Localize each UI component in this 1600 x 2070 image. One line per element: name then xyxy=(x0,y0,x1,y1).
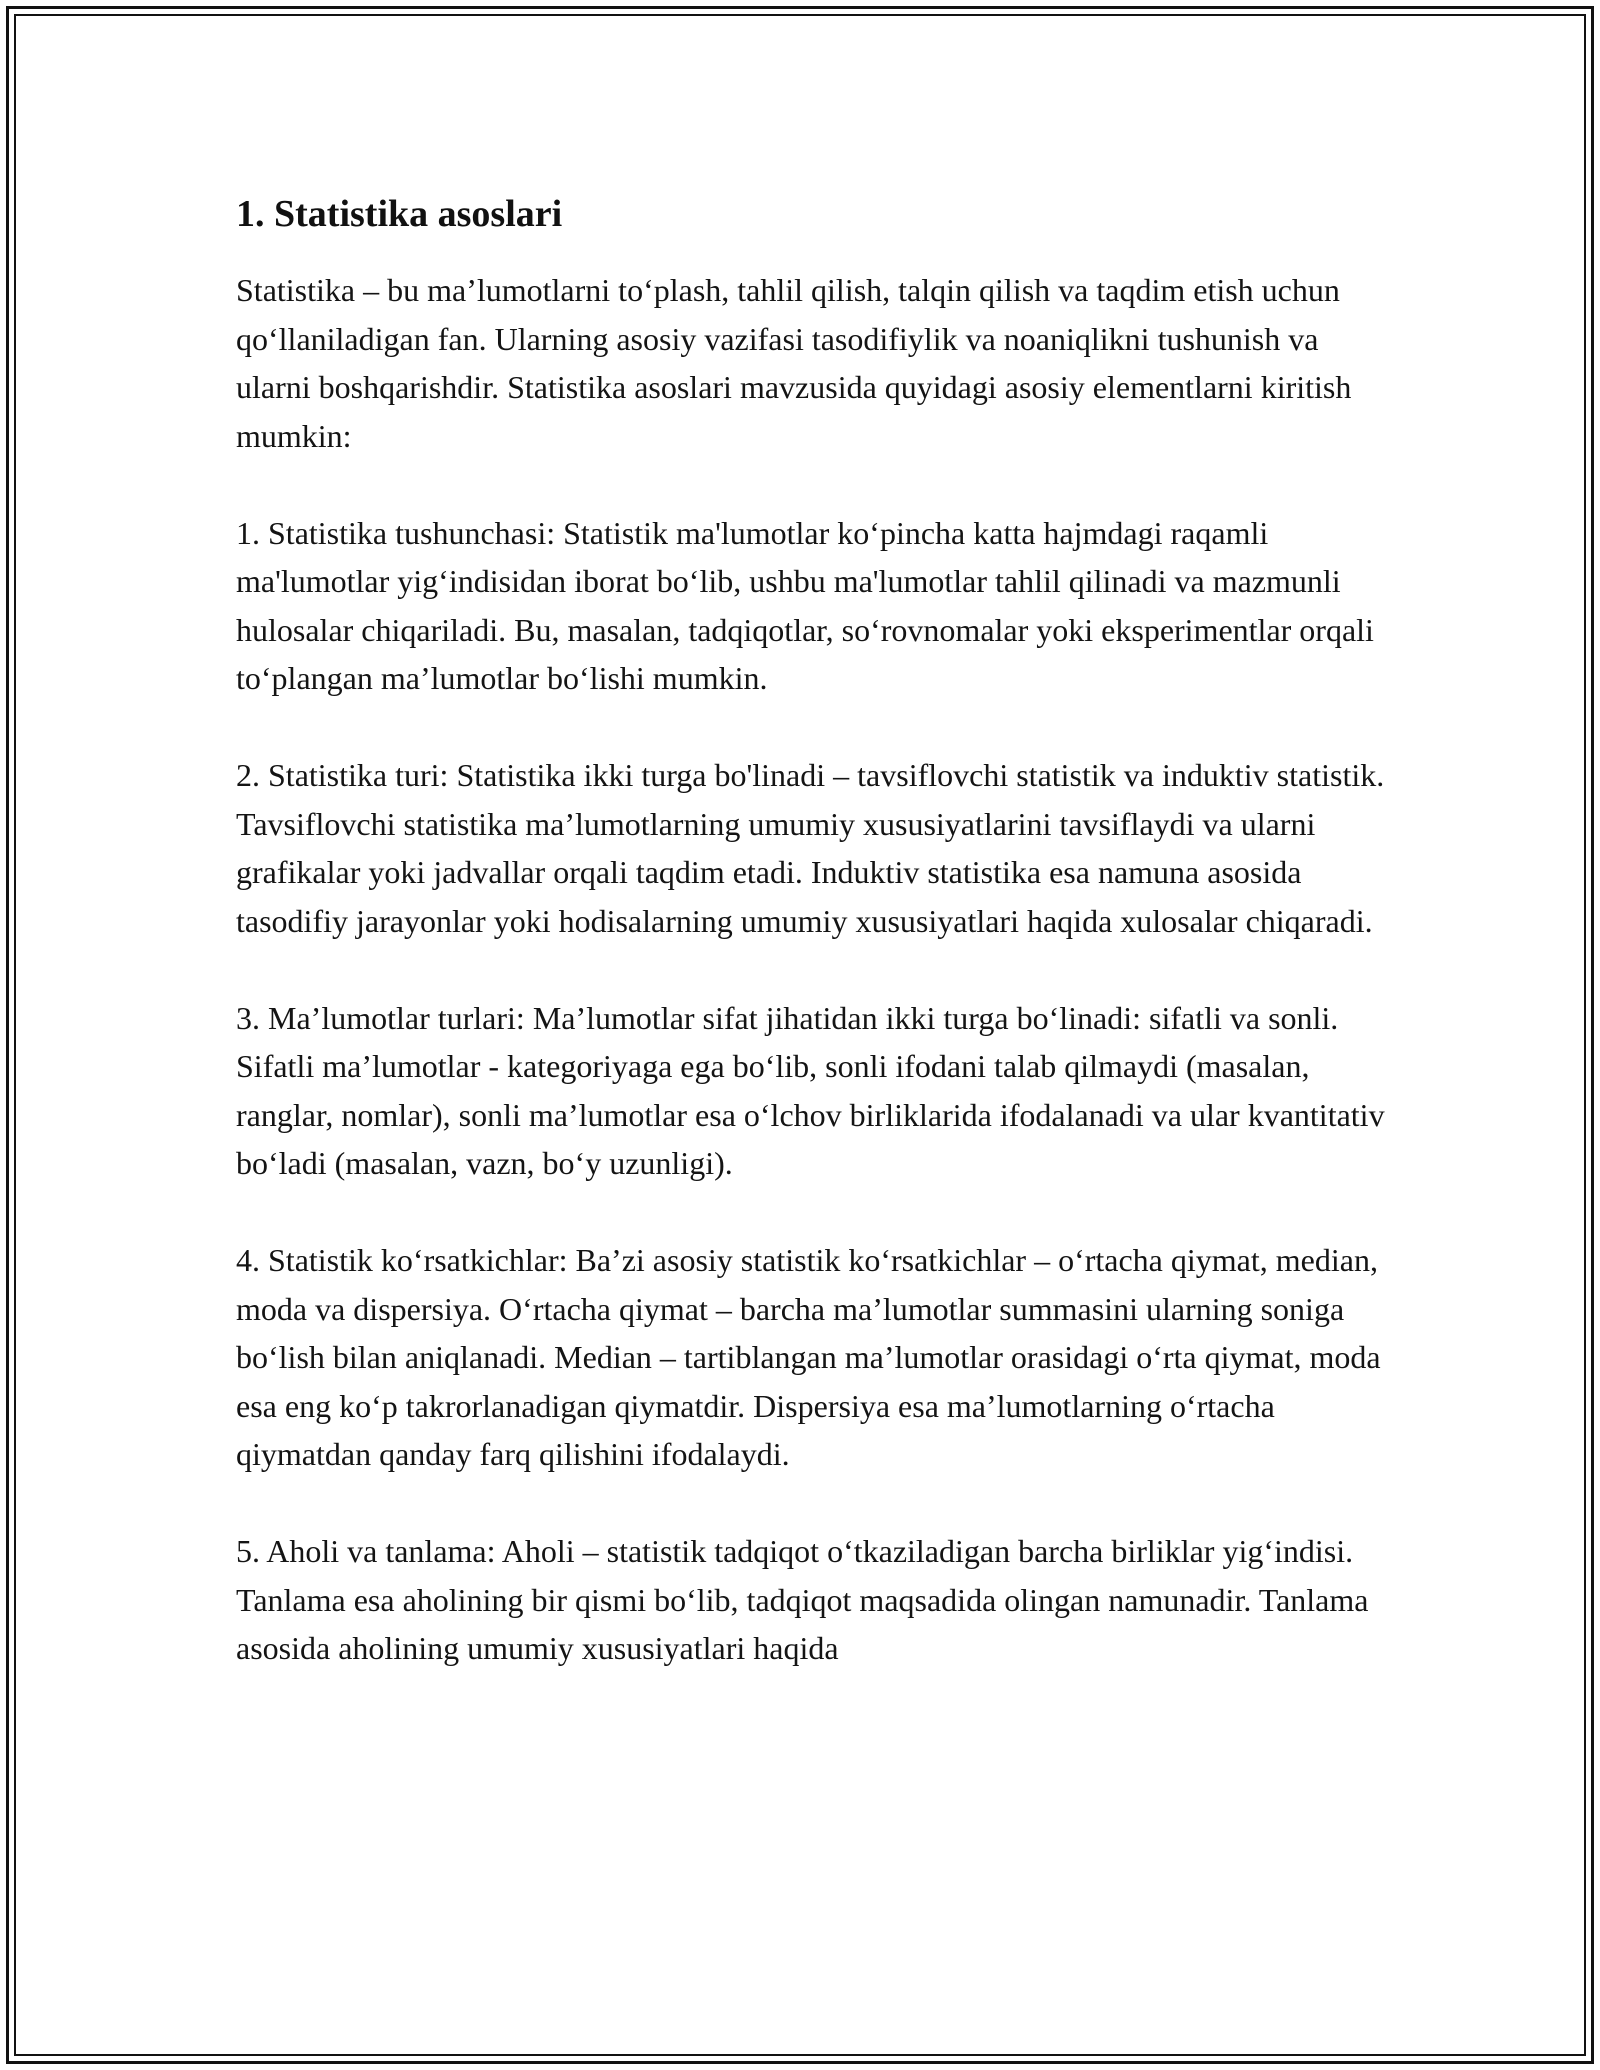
paragraph-statistics-types: 2. Statistika turi: Statistika ikki turga bo'linadi – tavsiflovchi statistik va induktiv statistik. Tavsiflovchi statistika ma’lumotlarning umumiy xususiyatlarini tavsiflaydi va ularni grafikalar yoki jadvallar orqali taqdim etadi. Induktiv statistika esa namuna asosida tasodifiy jarayonlar yoki hodisalarning umumiy xususiyatlari haqida xulosalar chiqaradi. xyxy=(236,757,1385,939)
intro-paragraph: Statistika – bu ma’lumotlarni to‘plash, tahlil qilish, talqin qilish va taqdim etish uchun qo‘llaniladigan fan. Ularning asosiy vazifasi tasodifiylik va noaniqlikni tushunish va ularni boshqarishdir. Statistika asoslari mavzusida quyidagi asosiy elementlarni kiritish mumkin: xyxy=(236,272,1352,454)
paragraph-data-types: 3. Ma’lumotlar turlari: Ma’lumotlar sifat jihatidan ikki turga bo‘linadi: sifatli va sonli. Sifatli ma’lumotlar - kategoriyaga ega bo‘lib, sonli ifodani talab qilmaydi (masalan, ranglar, nomlar), sonli ma’lumotlar esa o‘lchov birliklarida ifodalanadi va ular kvantitativ bo‘ladi (masalan, vazn, bo‘y uzunligi). xyxy=(236,999,1385,1181)
paragraph-statistical-indicators: 4. Statistik ko‘rsatkichlar: Ba’zi asosiy statistik ko‘rsatkichlar – o‘rtacha qiymat, median, moda va dispersiya. O‘rtacha qiymat – barcha ma’lumotlar summasini ularning soniga bo‘lish bilan aniqlanadi. Median – tartiblangan ma’lumotlar orasidagi o‘rta qiymat, moda esa eng ko‘p takrorlanadigan qiymatdir. Dispersiya esa ma’lumotlarning o‘rtacha qiymatdan qanday farq qilishini ifodalaydi. xyxy=(236,1242,1381,1472)
paragraph-statistics-concept: 1. Statistika tushunchasi: Statistik ma'lumotlar ko‘pincha katta hajmdagi raqamli ma'lumotlar yig‘indisidan iborat bo‘lib, ushbu ma'lumotlar tahlil qilinadi va mazmunli hulosalar chiqariladi. Bu, masalan, tadqiqotlar, so‘rovnomalar yoki eksperimentlar orqali to‘plangan ma’lumotlar bo‘lishi mumkin. xyxy=(236,514,1374,696)
paragraph-population-sample: 5. Aholi va tanlama: Aholi – statistik tadqiqot o‘tkaziladigan barcha birliklar yig‘indisi. Tanlama esa aholining bir qismi bo‘lib, tadqiqot maqsadida olingan namunadir. Tanlama asosida aholining umumiy xususiyatlari haqida xyxy=(236,1533,1369,1666)
document-body xyxy=(236,190,1396,1721)
section-heading: 1. Statistika asoslari xyxy=(236,193,563,235)
